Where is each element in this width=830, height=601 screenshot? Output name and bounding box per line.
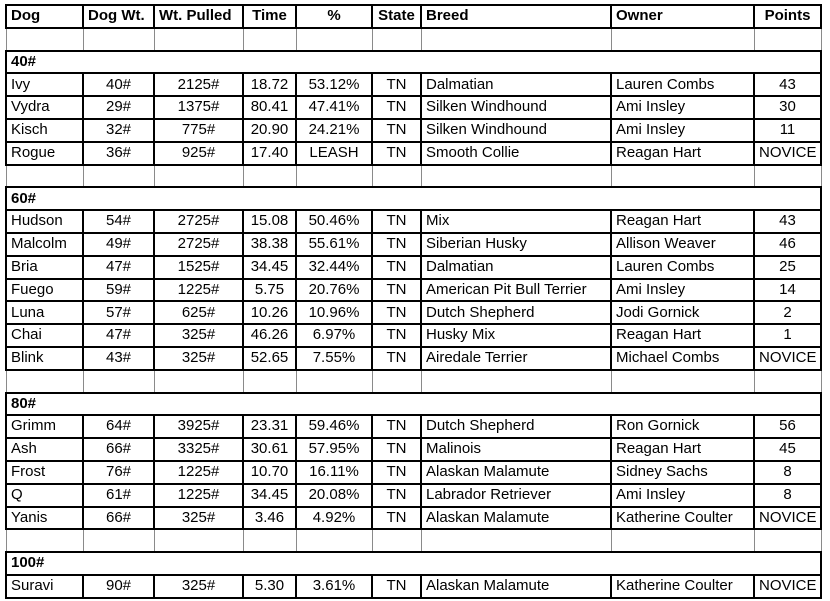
cell-owner: Ami Insley: [611, 279, 754, 302]
empty-cell: [754, 28, 821, 51]
cell-breed: Alaskan Malamute: [421, 575, 611, 598]
section-header-row: [6, 51, 821, 74]
cell-owner: Katherine Coulter: [611, 507, 754, 530]
column-header-percent: %: [296, 5, 372, 28]
cell-time: 15.08: [243, 210, 296, 233]
cell-owner: Ami Insley: [611, 484, 754, 507]
cell-points: NOVICE: [754, 507, 821, 530]
empty-cell: [421, 529, 611, 552]
cell-weight-pulled: 1225#: [154, 484, 243, 507]
cell-time: 5.75: [243, 279, 296, 302]
cell-breed: Malinois: [421, 438, 611, 461]
cell-points: 14: [754, 279, 821, 302]
cell-time: 34.45: [243, 484, 296, 507]
cell-breed: Husky Mix: [421, 324, 611, 347]
cell-breed: Mix: [421, 210, 611, 233]
cell-time: 46.26: [243, 324, 296, 347]
cell-dog-weight: 66#: [83, 507, 154, 530]
cell-points: 8: [754, 461, 821, 484]
cell-points: 43: [754, 210, 821, 233]
spacer-row: [6, 529, 821, 552]
cell-points: 45: [754, 438, 821, 461]
cell-breed: Dalmatian: [421, 256, 611, 279]
cell-dog-weight: 61#: [83, 484, 154, 507]
cell-dog-weight: 59#: [83, 279, 154, 302]
cell-dog-name: Vydra: [6, 96, 83, 119]
table-row: [6, 415, 821, 438]
cell-time: 34.45: [243, 256, 296, 279]
cell-dog-weight: 49#: [83, 233, 154, 256]
table-row: [6, 461, 821, 484]
cell-owner: Lauren Combs: [611, 73, 754, 96]
empty-cell: [421, 370, 611, 393]
cell-dog-weight: 90#: [83, 575, 154, 598]
cell-time: 3.46: [243, 507, 296, 530]
cell-owner: Allison Weaver: [611, 233, 754, 256]
cell-state: TN: [372, 142, 421, 165]
cell-dog-weight: 40#: [83, 73, 154, 96]
cell-time: 18.72: [243, 73, 296, 96]
cell-time: 20.90: [243, 119, 296, 142]
column-header-points: Points: [754, 5, 821, 28]
empty-cell: [421, 28, 611, 51]
cell-state: TN: [372, 233, 421, 256]
table-row: [6, 507, 821, 530]
column-header-weight-pulled: Wt. Pulled: [154, 5, 243, 28]
cell-breed: Silken Windhound: [421, 96, 611, 119]
cell-dog-name: Ivy: [6, 73, 83, 96]
section-header-row: [6, 393, 821, 416]
cell-state: TN: [372, 484, 421, 507]
spacer-row: [6, 28, 821, 51]
cell-owner: Ron Gornick: [611, 415, 754, 438]
table-row: [6, 575, 821, 598]
cell-time: 10.26: [243, 301, 296, 324]
cell-state: TN: [372, 347, 421, 370]
cell-time: 17.40: [243, 142, 296, 165]
cell-owner: Sidney Sachs: [611, 461, 754, 484]
cell-percent: 7.55%: [296, 347, 372, 370]
table-row: [6, 96, 821, 119]
cell-percent: 6.97%: [296, 324, 372, 347]
cell-dog-weight: 66#: [83, 438, 154, 461]
cell-breed: Labrador Retriever: [421, 484, 611, 507]
empty-cell: [83, 165, 154, 188]
cell-points: NOVICE: [754, 347, 821, 370]
cell-time: 5.30: [243, 575, 296, 598]
cell-state: TN: [372, 438, 421, 461]
cell-weight-pulled: 325#: [154, 507, 243, 530]
cell-points: 1: [754, 324, 821, 347]
weight-pull-results-table: [5, 4, 822, 599]
cell-state: TN: [372, 507, 421, 530]
table-row: [6, 233, 821, 256]
cell-dog-name: Ash: [6, 438, 83, 461]
cell-weight-pulled: 1225#: [154, 461, 243, 484]
cell-dog-weight: 29#: [83, 96, 154, 119]
empty-cell: [243, 28, 296, 51]
empty-cell: [83, 529, 154, 552]
cell-time: 30.61: [243, 438, 296, 461]
cell-weight-pulled: 325#: [154, 575, 243, 598]
cell-owner: Jodi Gornick: [611, 301, 754, 324]
cell-percent: 24.21%: [296, 119, 372, 142]
cell-owner: Lauren Combs: [611, 256, 754, 279]
cell-dog-name: Q: [6, 484, 83, 507]
cell-percent: 53.12%: [296, 73, 372, 96]
cell-owner: Michael Combs: [611, 347, 754, 370]
cell-dog-name: Suravi: [6, 575, 83, 598]
cell-points: NOVICE: [754, 142, 821, 165]
table-header-row: [6, 5, 821, 28]
spacer-row: [6, 165, 821, 188]
table-row: [6, 347, 821, 370]
cell-points: 11: [754, 119, 821, 142]
cell-dog-name: Rogue: [6, 142, 83, 165]
cell-owner: Reagan Hart: [611, 324, 754, 347]
cell-state: TN: [372, 279, 421, 302]
cell-dog-name: Chai: [6, 324, 83, 347]
empty-cell: [154, 28, 243, 51]
empty-cell: [154, 370, 243, 393]
cell-state: TN: [372, 119, 421, 142]
cell-weight-pulled: 325#: [154, 324, 243, 347]
cell-dog-weight: 76#: [83, 461, 154, 484]
empty-cell: [296, 165, 372, 188]
cell-weight-pulled: 1225#: [154, 279, 243, 302]
section-label: 80#: [6, 393, 821, 416]
cell-dog-name: Blink: [6, 347, 83, 370]
cell-state: TN: [372, 96, 421, 119]
column-header-breed: Breed: [421, 5, 611, 28]
section-label: 40#: [6, 51, 821, 74]
column-header-state: State: [372, 5, 421, 28]
empty-cell: [6, 165, 83, 188]
cell-points: NOVICE: [754, 575, 821, 598]
cell-percent: LEASH: [296, 142, 372, 165]
cell-breed: Silken Windhound: [421, 119, 611, 142]
cell-points: 43: [754, 73, 821, 96]
cell-weight-pulled: 3925#: [154, 415, 243, 438]
table-row: [6, 324, 821, 347]
cell-weight-pulled: 3325#: [154, 438, 243, 461]
empty-cell: [296, 28, 372, 51]
cell-percent: 57.95%: [296, 438, 372, 461]
cell-percent: 20.76%: [296, 279, 372, 302]
cell-time: 52.65: [243, 347, 296, 370]
cell-time: 10.70: [243, 461, 296, 484]
cell-breed: Alaskan Malamute: [421, 461, 611, 484]
empty-cell: [243, 165, 296, 188]
cell-state: TN: [372, 73, 421, 96]
empty-cell: [6, 28, 83, 51]
cell-points: 2: [754, 301, 821, 324]
empty-cell: [754, 165, 821, 188]
cell-dog-weight: 57#: [83, 301, 154, 324]
cell-breed: American Pit Bull Terrier: [421, 279, 611, 302]
empty-cell: [754, 370, 821, 393]
cell-breed: Dutch Shepherd: [421, 301, 611, 324]
cell-percent: 10.96%: [296, 301, 372, 324]
column-header-time: Time: [243, 5, 296, 28]
cell-state: TN: [372, 210, 421, 233]
cell-owner: Reagan Hart: [611, 210, 754, 233]
table-row: [6, 279, 821, 302]
spacer-row: [6, 370, 821, 393]
empty-cell: [754, 529, 821, 552]
cell-breed: Dalmatian: [421, 73, 611, 96]
cell-weight-pulled: 1375#: [154, 96, 243, 119]
empty-cell: [296, 370, 372, 393]
cell-percent: 47.41%: [296, 96, 372, 119]
cell-dog-weight: 47#: [83, 324, 154, 347]
cell-weight-pulled: 925#: [154, 142, 243, 165]
cell-percent: 16.11%: [296, 461, 372, 484]
cell-dog-name: Fuego: [6, 279, 83, 302]
cell-breed: Siberian Husky: [421, 233, 611, 256]
cell-state: TN: [372, 301, 421, 324]
section-label: 100#: [6, 552, 821, 575]
cell-points: 8: [754, 484, 821, 507]
cell-breed: Alaskan Malamute: [421, 507, 611, 530]
empty-cell: [154, 165, 243, 188]
cell-dog-name: Yanis: [6, 507, 83, 530]
empty-cell: [421, 165, 611, 188]
cell-state: TN: [372, 256, 421, 279]
empty-cell: [372, 370, 421, 393]
cell-percent: 50.46%: [296, 210, 372, 233]
table-row: [6, 256, 821, 279]
empty-cell: [611, 28, 754, 51]
empty-cell: [243, 529, 296, 552]
column-header-dog-weight: Dog Wt.: [83, 5, 154, 28]
cell-time: 23.31: [243, 415, 296, 438]
cell-owner: Reagan Hart: [611, 142, 754, 165]
cell-dog-weight: 47#: [83, 256, 154, 279]
cell-dog-name: Luna: [6, 301, 83, 324]
cell-percent: 32.44%: [296, 256, 372, 279]
cell-owner: Reagan Hart: [611, 438, 754, 461]
cell-percent: 59.46%: [296, 415, 372, 438]
table-row: [6, 438, 821, 461]
empty-cell: [6, 370, 83, 393]
cell-points: 46: [754, 233, 821, 256]
cell-state: TN: [372, 575, 421, 598]
empty-cell: [6, 529, 83, 552]
cell-percent: 4.92%: [296, 507, 372, 530]
cell-dog-name: Bria: [6, 256, 83, 279]
cell-weight-pulled: 775#: [154, 119, 243, 142]
cell-owner: Katherine Coulter: [611, 575, 754, 598]
empty-cell: [83, 28, 154, 51]
cell-dog-weight: 64#: [83, 415, 154, 438]
cell-state: TN: [372, 461, 421, 484]
cell-dog-name: Hudson: [6, 210, 83, 233]
section-header-row: [6, 552, 821, 575]
table-row: [6, 119, 821, 142]
empty-cell: [372, 28, 421, 51]
cell-dog-name: Malcolm: [6, 233, 83, 256]
section-header-row: [6, 187, 821, 210]
empty-cell: [83, 370, 154, 393]
table-row: [6, 210, 821, 233]
cell-weight-pulled: 325#: [154, 347, 243, 370]
cell-breed: Smooth Collie: [421, 142, 611, 165]
cell-dog-weight: 36#: [83, 142, 154, 165]
empty-cell: [243, 370, 296, 393]
table-row: [6, 73, 821, 96]
cell-percent: 20.08%: [296, 484, 372, 507]
table-row: [6, 484, 821, 507]
cell-dog-weight: 43#: [83, 347, 154, 370]
cell-points: 25: [754, 256, 821, 279]
cell-weight-pulled: 2125#: [154, 73, 243, 96]
cell-dog-name: Frost: [6, 461, 83, 484]
column-header-dog-name: Dog: [6, 5, 83, 28]
table-row: [6, 142, 821, 165]
cell-percent: 55.61%: [296, 233, 372, 256]
section-label: 60#: [6, 187, 821, 210]
cell-dog-name: Grimm: [6, 415, 83, 438]
table-row: [6, 301, 821, 324]
cell-weight-pulled: 625#: [154, 301, 243, 324]
cell-weight-pulled: 2725#: [154, 233, 243, 256]
cell-breed: Airedale Terrier: [421, 347, 611, 370]
cell-owner: Ami Insley: [611, 119, 754, 142]
cell-percent: 3.61%: [296, 575, 372, 598]
cell-dog-weight: 54#: [83, 210, 154, 233]
cell-points: 56: [754, 415, 821, 438]
empty-cell: [372, 529, 421, 552]
empty-cell: [611, 529, 754, 552]
cell-weight-pulled: 1525#: [154, 256, 243, 279]
column-header-owner: Owner: [611, 5, 754, 28]
empty-cell: [296, 529, 372, 552]
cell-state: TN: [372, 324, 421, 347]
cell-owner: Ami Insley: [611, 96, 754, 119]
cell-time: 80.41: [243, 96, 296, 119]
empty-cell: [611, 370, 754, 393]
cell-weight-pulled: 2725#: [154, 210, 243, 233]
cell-dog-name: Kisch: [6, 119, 83, 142]
cell-points: 30: [754, 96, 821, 119]
cell-dog-weight: 32#: [83, 119, 154, 142]
cell-time: 38.38: [243, 233, 296, 256]
empty-cell: [154, 529, 243, 552]
empty-cell: [611, 165, 754, 188]
cell-state: TN: [372, 415, 421, 438]
cell-breed: Dutch Shepherd: [421, 415, 611, 438]
empty-cell: [372, 165, 421, 188]
